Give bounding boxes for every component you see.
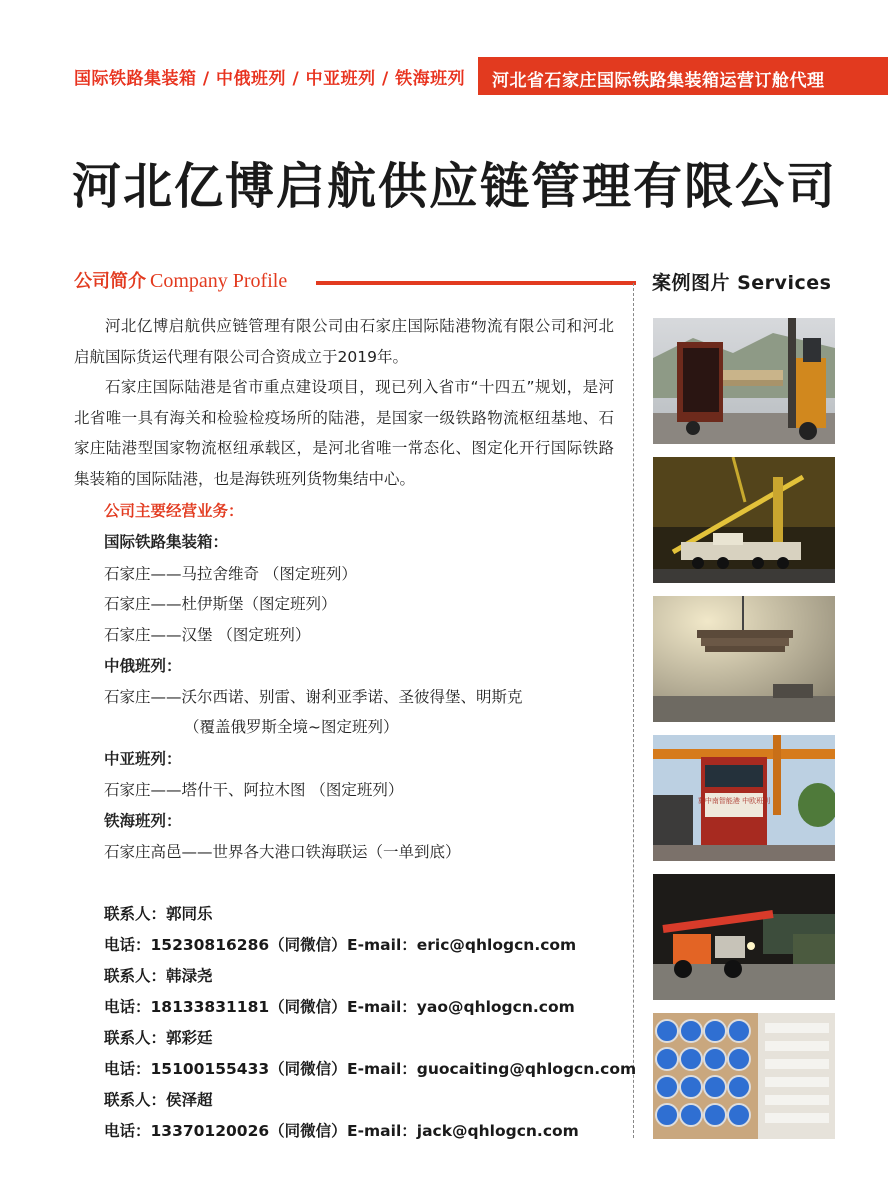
locomotive-sign-text: 冀中南智能港 中欧班列 (697, 797, 771, 805)
profile-heading-cn: 公司简介 (74, 271, 146, 292)
section-heading-profile (74, 267, 287, 293)
contact-phone: 电话：15230816286（同微信） (104, 936, 347, 954)
route-line: 石家庄——沃尔西诺、别雷、谢利亚季诺、圣彼得堡、明斯克 (104, 688, 523, 706)
route-line: 石家庄——马拉舍维奇 （图定班列） (104, 565, 357, 583)
company-title: 河北亿博启航供应链管理有限公司 (72, 158, 838, 215)
section-heading-rule (316, 281, 636, 285)
contact-email[interactable]: E-mail：yao@qhlogcn.com (347, 998, 575, 1016)
route-line: 石家庄——杜伊斯堡（图定班列） (104, 595, 337, 613)
contact-email[interactable]: E-mail：jack@qhlogcn.com (347, 1122, 579, 1140)
contact-email[interactable]: E-mail：eric@qhlogcn.com (347, 936, 577, 954)
business-category: 中俄班列： (104, 657, 182, 675)
photo-locomotive (653, 735, 835, 861)
photo-pipes-stack (653, 1013, 835, 1139)
contact-phone: 电话：13370120026（同微信） (104, 1122, 347, 1140)
contact-name: 联系人：郭同乐 (104, 905, 213, 923)
services-heading: 案例图片 Services (652, 272, 832, 294)
contact-email[interactable]: E-mail：guocaiting@qhlogcn.com (347, 1060, 637, 1078)
business-title: 公司主要经营业务： (104, 502, 244, 520)
company-profile (74, 311, 614, 494)
photo-container-loading (653, 318, 835, 444)
contact-name: 联系人：郭彩廷 (104, 1029, 213, 1047)
contact-name: 联系人：韩渌尧 (104, 967, 213, 985)
business-category: 国际铁路集装箱： (104, 533, 229, 551)
header-banner-text: 河北省石家庄国际铁路集装箱运营订舱代理 (492, 71, 825, 91)
contact-name: 联系人：侯泽超 (104, 1091, 213, 1109)
photo-crane-night (653, 457, 835, 583)
route-line: 石家庄——汉堡 （图定班列） (104, 626, 311, 644)
header-banner (478, 57, 888, 95)
contact-phone: 电话：15100155433（同微信） (104, 1060, 347, 1078)
contact-phone: 电话：18133831181（同微信） (104, 998, 347, 1016)
column-divider (633, 283, 634, 1138)
route-line: 石家庄——塔什干、阿拉木图 （图定班列） (104, 781, 404, 799)
profile-paragraph: 河北亿博启航供应链管理有限公司由石家庄国际陆港物流有限公司和河北启航国际货运代理有限公司合资成立于2019年。 (74, 317, 614, 366)
profile-heading-en: Company Profile (150, 270, 288, 292)
business-category: 中亚班列： (104, 750, 182, 768)
profile-paragraph: 石家庄国际陆港是省市重点建设项目，现已列入省市“十四五”规划，是河北省唯一具有海关和检验检疫场所的陆港，是国家一级铁路物流枢纽基地、石家庄陆港型国家物流枢纽承载区，是河北省唯一常态化、图定化开行国际铁路集装箱的国际陆港，也是海铁班列货物集结中心。 (74, 378, 614, 488)
route-note: （覆盖俄罗斯全境~图定班列） (184, 718, 399, 736)
header-tagline: 国际铁路集装箱 / 中俄班列 / 中亚班列 / 铁海班列 (74, 69, 466, 89)
route-line: 石家庄高邑——世界各大港口铁海联运（一单到底） (104, 843, 461, 861)
business-category: 铁海班列： (104, 812, 182, 830)
photo-steel-lift (653, 596, 835, 722)
photo-reach-stacker (653, 874, 835, 1000)
